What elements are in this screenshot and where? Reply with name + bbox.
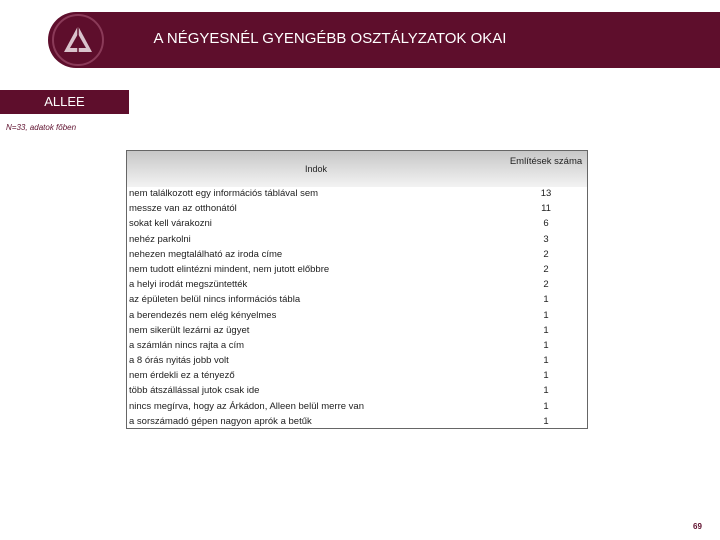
row-count: 2 — [543, 248, 549, 260]
logo — [52, 14, 104, 66]
row-reason: nem érdekli ez a tényező — [129, 370, 235, 382]
page-number: 69 — [693, 522, 702, 531]
table-row — [127, 233, 587, 248]
section-tag: ALLEE — [0, 90, 129, 114]
row-reason: a berendezés nem elég kényelmes — [129, 309, 277, 321]
reasons-table — [126, 150, 588, 429]
row-reason: nem sikerült lezárni az ügyet — [129, 324, 250, 336]
row-reason: a helyi irodát megszüntették — [129, 279, 248, 291]
table-row — [127, 202, 587, 217]
row-reason: sokat kell várakozni — [129, 218, 212, 230]
header-reason: Indok — [304, 164, 328, 174]
page-title: A NÉGYESNÉL GYENGÉBB OSZTÁLYZATOK OKAI — [153, 30, 507, 47]
row-reason: nem találkozott egy információs táblával sem — [129, 188, 319, 199]
triangle-logo-icon — [60, 22, 96, 58]
sample-note: N=33, adatok főben — [6, 123, 77, 132]
row-count: 1 — [543, 355, 549, 367]
row-count: 1 — [543, 400, 549, 412]
table-row — [127, 248, 587, 263]
table-row — [127, 263, 587, 278]
row-reason: több átszállással jutok csak ide — [129, 385, 260, 397]
row-reason: nem tudott elintézni mindent, nem jutott előbbre — [129, 263, 330, 275]
table-row — [127, 187, 587, 202]
row-count: 6 — [543, 218, 549, 230]
row-count: 1 — [543, 324, 549, 336]
row-count: 1 — [543, 370, 549, 382]
row-reason: a 8 órás nyitás jobb volt — [129, 355, 229, 367]
table-row — [127, 278, 587, 293]
row-reason: az épületen belül nincs információs tábla — [129, 294, 301, 306]
table-row — [127, 400, 587, 415]
row-count: 3 — [543, 233, 549, 245]
row-reason: a számlán nincs rajta a cím — [129, 339, 245, 351]
row-count: 1 — [543, 415, 549, 427]
table-row — [127, 217, 587, 232]
table-row — [127, 293, 587, 308]
row-reason: a sorszámadó gépen nagyon aprók a betűk — [129, 415, 312, 427]
header-count: Említések száma — [509, 156, 583, 167]
table-row — [127, 384, 587, 399]
row-count: 1 — [543, 309, 549, 321]
table-row — [127, 324, 587, 339]
row-count: 13 — [540, 188, 552, 199]
row-reason: messze van az otthonától — [129, 203, 237, 215]
row-reason: nehéz parkolni — [129, 233, 191, 245]
row-count: 11 — [541, 203, 551, 215]
row-reason: nehezen megtalálható az iroda címe — [129, 248, 283, 260]
table-row — [127, 369, 587, 384]
row-count: 1 — [543, 294, 549, 306]
row-count: 2 — [543, 263, 549, 275]
table-row — [127, 354, 587, 369]
table-row — [127, 309, 587, 324]
row-count: 1 — [543, 385, 549, 397]
table-header — [127, 151, 587, 187]
table-row — [127, 339, 587, 354]
table-body — [127, 187, 587, 430]
row-count: 2 — [543, 279, 549, 291]
row-reason: nincs megírva, hogy az Árkádon, Alleen belül merre van — [129, 400, 364, 412]
row-count: 1 — [543, 339, 549, 351]
table-row — [127, 415, 587, 430]
